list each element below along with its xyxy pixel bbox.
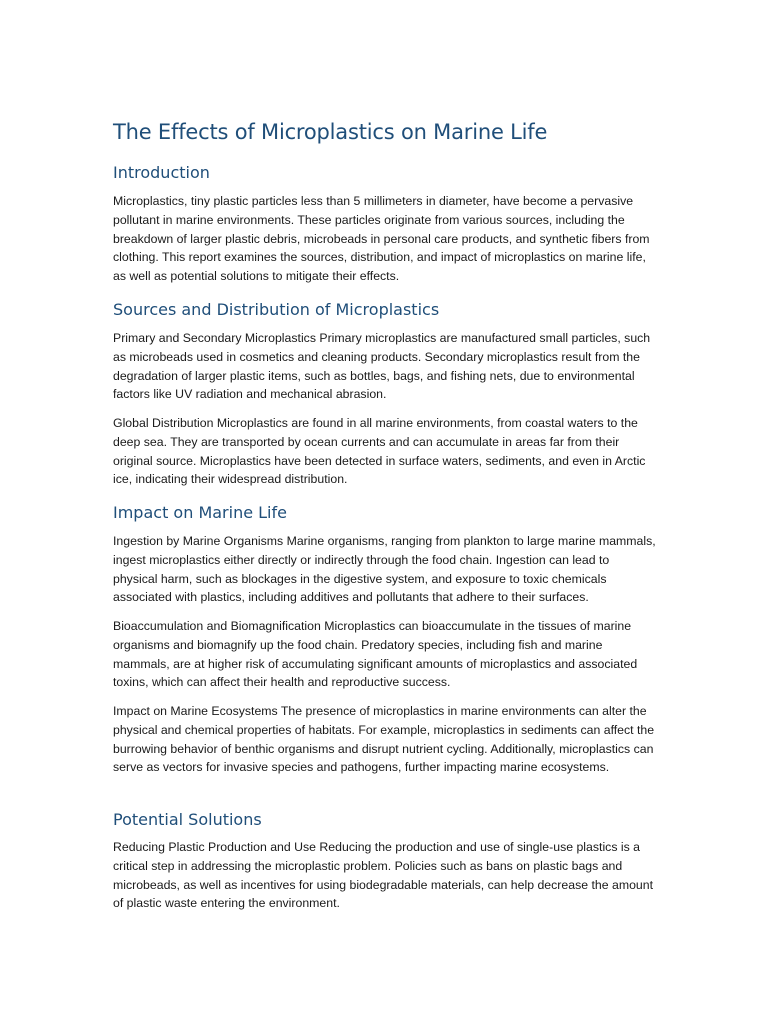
document-title: The Effects of Microplastics on Marine Life <box>113 120 548 144</box>
paragraph-ingestion: Ingestion by Marine Organisms Marine organisms, ranging from plankton to large marine mammals, ingest microplastics either directly or indirectly through the food chain. Ingestion can lead to physical harm, such as blockages in the digestive system, and exposure to toxic chemicals associated with plastics, including additives and pollutants that adhere to their surfaces. <box>113 534 656 605</box>
section-heading-sources-distribution: Sources and Distribution of Microplastics <box>113 300 440 319</box>
paragraph-bioaccumulation: Bioaccumulation and Biomagnification Microplastics can bioaccumulate in the tissues of marine organisms and biomagnify up the food chain. Predatory species, including fish and marine mammals, are at higher risk of accumulating significant amounts of microplastics and associated toxins, which can affect their health and reproductive success. <box>113 619 638 690</box>
paragraph-reducing-plastic: Reducing Plastic Production and Use Reducing the production and use of single-use plastics is a critical step in addressing the microplastic problem. Policies such as bans on plastic bags and microbeads, as well as incentives for using biodegradable materials, can help decrease the amount of plastic waste entering the environment. <box>113 840 654 911</box>
section-heading-impact: Impact on Marine Life <box>113 503 287 522</box>
paragraph-introduction: Microplastics, tiny plastic particles less than 5 millimeters in diameter, have become a pervasive pollutant in marine environments. These particles originate from various sources, including the breakdown of larger plastic debris, microbeads in personal care products, and synthetic fibers from clothing. This report examines the sources, distribution, and impact of microplastics on marine life, as well as potential solutions to mitigate their effects. <box>113 194 650 284</box>
paragraph-ecosystems: Impact on Marine Ecosystems The presence of microplastics in marine environments can alter the physical and chemical properties of habitats. For example, microplastics in sediments can affect the burrowing behavior of benthic organisms and disrupt nutrient cycling. Additionally, microplastics can serve as vectors for invasive species and pathogens, further impacting marine ecosystems. <box>113 704 655 775</box>
paragraph-global-distribution: Global Distribution Microplastics are found in all marine environments, from coastal waters to the deep sea. They are transported by ocean currents and can accumulate in areas far from their original source. Microplastics have been detected in surface waters, sediments, and even in Arctic ice, indicating their widespread distribution. <box>113 416 646 487</box>
section-heading-introduction: Introduction <box>113 163 210 182</box>
paragraph-primary-secondary: Primary and Secondary Microplastics Primary microplastics are manufactured small particles, such as microbeads used in cosmetics and cleaning products. Secondary microplastics result from the degradation of larger plastic items, such as bottles, bags, and fishing nets, due to environmental factors like UV radiation and mechanical abrasion. <box>113 331 651 402</box>
section-heading-solutions: Potential Solutions <box>113 810 262 829</box>
